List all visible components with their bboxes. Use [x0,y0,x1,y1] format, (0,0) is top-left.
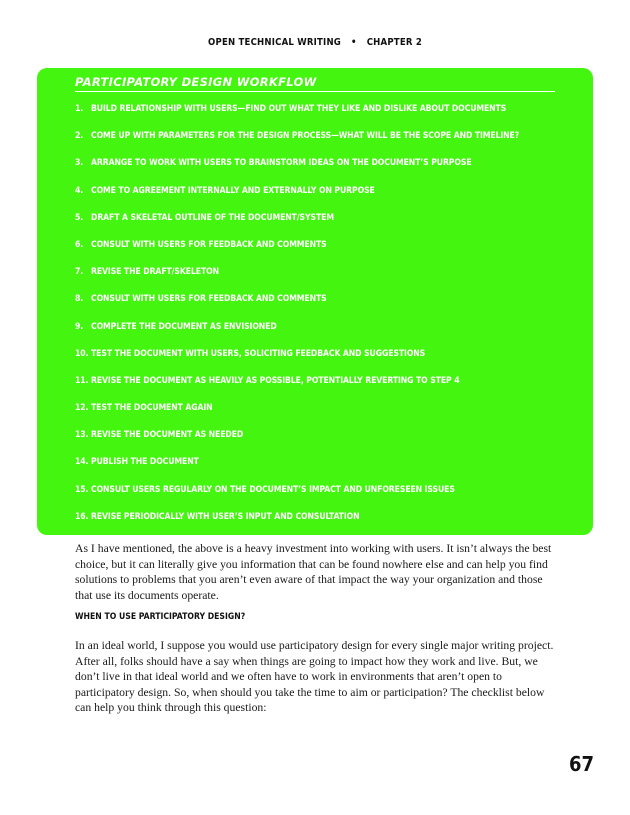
header-separator: • [351,37,357,48]
workflow-step [75,457,519,484]
workflow-step [75,186,519,213]
workflow-step [75,131,519,158]
workflow-title: PARTICIPATORY DESIGN WORKFLOW [75,75,555,92]
step-number: 1. [75,104,84,114]
workflow-step [75,267,519,294]
step-text: CONSULT WITH USERS FOR FEEDBACK AND COMMENTS [91,294,327,305]
workflow-step [75,485,519,512]
workflow-step [75,158,519,185]
workflow-box [37,68,593,535]
step-number: 16. [75,511,89,522]
workflow-step [75,512,519,539]
step-text: ARRANGE TO WORK WITH USERS TO BRAINSTORM IDEAS ON THE DOCUMENT’S PURPOSE [91,158,472,169]
body-paragraph: As I have mentioned, the above is a heavy investment into working with users. It isn’t always the best choice, but it can literally give you information that can be found nowhere else and can help you find solutions to problems that you aren’t even aware of that impact the way your organization and those that use its documents operate. [75,542,552,602]
workflow-step [75,403,519,430]
step-number: 11. [75,375,89,386]
workflow-step [75,294,519,321]
step-number: 15. [75,484,89,495]
step-text: REVISE THE DOCUMENT AS HEAVILY AS POSSIBLE, POTENTIALLY REVERTING TO STEP 4 [91,375,460,386]
book-title: OPEN TECHNICAL WRITING [208,37,342,48]
step-number: 14. [75,457,89,468]
workflow-step [75,213,519,240]
step-text: DRAFT A SKELETAL OUTLINE OF THE DOCUMENT/SYSTEM [91,212,334,223]
step-number: 8. [75,294,84,305]
step-number: 2. [75,131,84,142]
step-number: 3. [75,158,84,169]
step-text: TEST THE DOCUMENT WITH USERS, SOLICITING FEEDBACK AND SUGGESTIONS [91,348,426,359]
workflow-step [75,349,519,376]
step-text: CONSULT WITH USERS FOR FEEDBACK AND COMMENTS [91,239,327,250]
step-number: 10. [75,348,89,359]
chapter-label: CHAPTER 2 [366,37,422,48]
running-header [0,37,630,48]
page-number: 67 [569,752,595,776]
step-number: 5. [75,212,84,223]
step-number: 12. [75,403,89,414]
step-number: 9. [75,321,84,332]
section-subheading: WHEN TO USE PARTICIPATORY DESIGN? [75,612,246,622]
step-text: REVISE PERIODICALLY WITH USER’S INPUT AND CONSULTATION [91,511,360,522]
step-text: BUILD RELATIONSHIP WITH USERS—FIND OUT WHAT THEY LIKE AND DISLIKE ABOUT DOCUMENTS [91,104,507,114]
step-number: 7. [75,267,84,278]
workflow-step [75,104,519,131]
step-text: REVISE THE DOCUMENT AS NEEDED [91,430,244,441]
step-number: 6. [75,239,84,250]
workflow-step [75,240,519,267]
workflow-step [75,322,519,349]
step-number: 4. [75,185,84,196]
step-text: PUBLISH THE DOCUMENT [91,457,199,468]
workflow-step [75,376,519,403]
step-text: REVISE THE DRAFT/SKELETON [91,267,219,278]
workflow-step [75,430,519,457]
step-text: COMPLETE THE DOCUMENT AS ENVISIONED [91,321,277,332]
step-text: COME TO AGREEMENT INTERNALLY AND EXTERNALLY ON PURPOSE [91,185,375,196]
workflow-steps [75,104,519,539]
body-paragraph: In an ideal world, I suppose you would use participatory design for every single major writing project. After all, folks should have a say when things are going to impact how they work and live. But, we don’t live in that ideal world and we often have to work in environments that aren’t open to participatory design. So, when should you take the time to aim or participation? The checklist below can help you think through this question: [75,639,554,715]
step-text: COME UP WITH PARAMETERS FOR THE DESIGN PROCESS—WHAT WILL BE THE SCOPE AND TIMELINE? [91,131,520,142]
step-text: CONSULT USERS REGULARLY ON THE DOCUMENT’S IMPACT AND UNFORESEEN ISSUES [91,484,455,495]
step-text: TEST THE DOCUMENT AGAIN [91,403,213,414]
step-number: 13. [75,430,89,441]
